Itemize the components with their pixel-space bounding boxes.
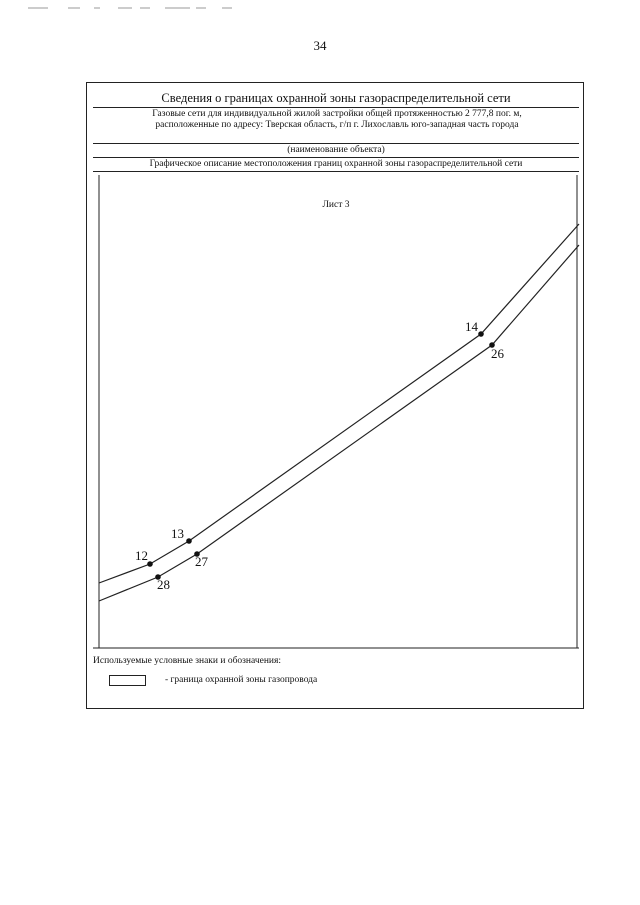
point-14-label: 14: [465, 319, 478, 334]
object-description-line-1: Газовые сети для индивидуальной жилой застройки общей протяженностью 2 777,8 пог. м,: [152, 109, 522, 119]
graphic-caption: Графическое описание местоположения границ охранной зоны газораспределительной сети: [149, 159, 523, 169]
point-13-label: 13: [171, 526, 184, 541]
point-26-label: 26: [491, 346, 504, 361]
legend-swatch-zone-boundary: [109, 675, 146, 686]
page-number: 34: [313, 38, 327, 53]
legend-title: Используемые условные знаки и обозначения:: [93, 656, 282, 666]
legend-label-zone-boundary: - граница охранной зоны газопровода: [165, 675, 318, 685]
object-description-line-2: расположенные по адресу: Тверская область, г/п г. Лихославль юго-западная часть города: [155, 120, 519, 130]
point-13-marker: [186, 538, 192, 544]
protection-zone-drawing: [87, 83, 585, 710]
point-12-marker: [147, 561, 153, 567]
point-27-label: 27: [195, 554, 208, 569]
object-caption: (наименование объекта): [287, 145, 385, 155]
point-28-label: 28: [157, 577, 170, 592]
scan-marks: [0, 0, 640, 20]
zone-boundary-lower: [99, 245, 579, 601]
point-14-marker: [478, 331, 484, 337]
sheet-label: Лист 3: [322, 200, 350, 210]
document-frame: [86, 82, 584, 709]
point-12-label: 12: [135, 548, 148, 563]
document-title: Сведения о границах охранной зоны газораспределительной сети: [161, 91, 511, 105]
